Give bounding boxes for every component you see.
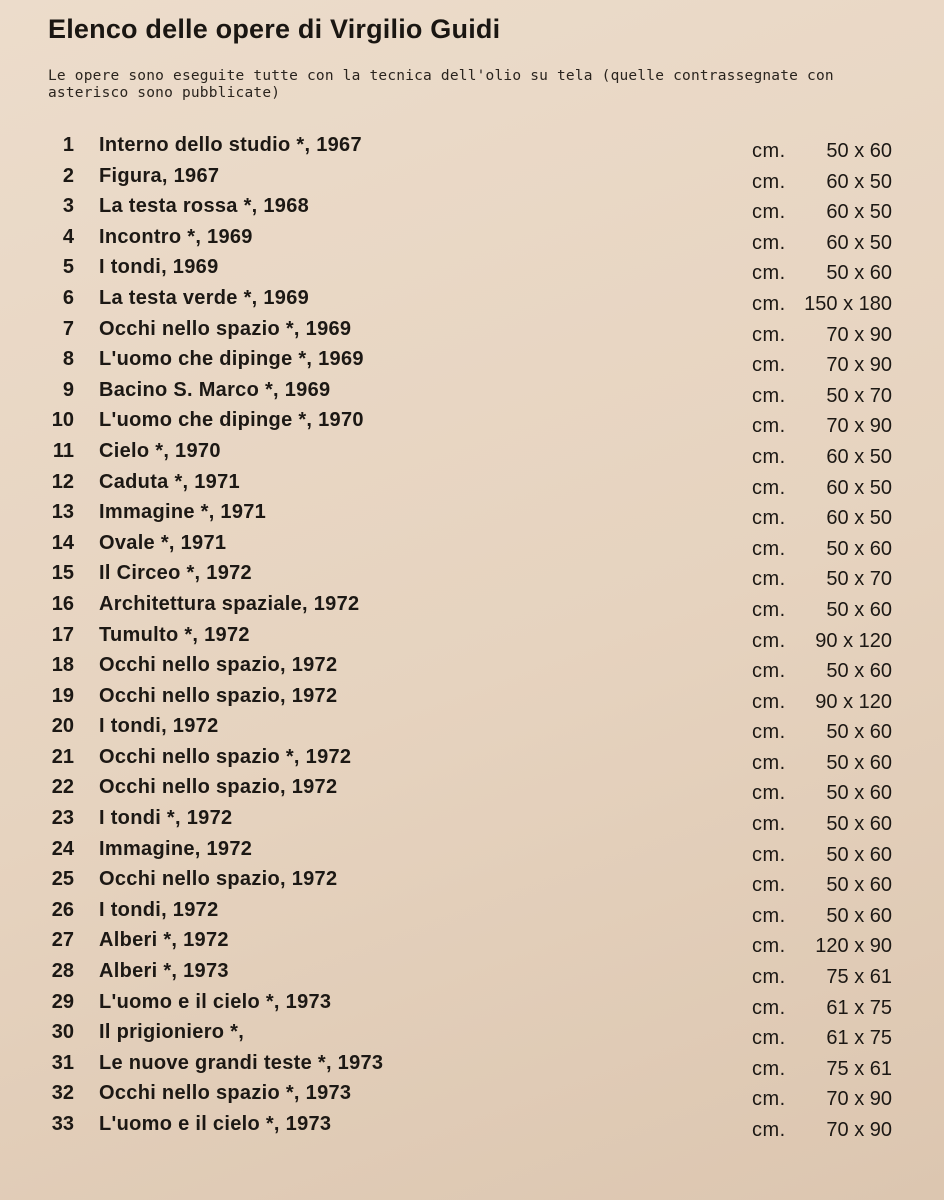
work-title: Il Circeo *, 1972 — [99, 562, 252, 585]
work-number: 31 — [51, 1051, 74, 1074]
work-number: 10 — [51, 409, 74, 432]
work-dimensions: 50 x 60 — [826, 721, 892, 744]
work-title: Interno dello studio *, 1967 — [99, 134, 362, 156]
work-unit: cm. — [752, 201, 786, 224]
list-item — [0, 467, 944, 498]
list-item — [0, 222, 944, 253]
work-dimensions: 50 x 60 — [826, 874, 892, 897]
work-number: 21 — [51, 745, 74, 768]
work-dimensions: 60 x 50 — [826, 231, 892, 254]
work-number: 25 — [51, 868, 74, 891]
list-item — [0, 1078, 944, 1109]
list-item — [0, 252, 944, 283]
work-dimensions: 50 x 60 — [826, 813, 892, 836]
work-dimensions: 90 x 120 — [815, 690, 892, 713]
work-dimensions: 70 x 90 — [826, 1119, 892, 1141]
work-number: 23 — [51, 807, 74, 830]
work-unit: cm. — [752, 445, 786, 468]
work-unit: cm. — [752, 690, 786, 713]
work-dimensions: 60 x 50 — [826, 170, 892, 193]
work-unit: cm. — [752, 507, 786, 530]
list-item — [0, 436, 944, 467]
work-number: 8 — [62, 348, 74, 371]
work-title: Il prigioniero *, — [99, 1021, 245, 1044]
work-number: 9 — [62, 378, 74, 401]
list-item — [0, 742, 944, 773]
work-unit: cm. — [752, 996, 786, 1019]
work-dimensions: 70 x 90 — [826, 323, 892, 346]
work-title: La testa rossa *, 1968 — [99, 195, 310, 218]
work-title: Occhi nello spazio *, 1969 — [99, 317, 352, 340]
work-dimensions: 50 x 60 — [826, 660, 892, 683]
work-unit: cm. — [752, 1088, 786, 1111]
work-unit: cm. — [752, 598, 786, 621]
list-item — [0, 375, 944, 406]
work-unit: cm. — [752, 813, 786, 836]
work-title: La testa verde *, 1969 — [99, 286, 310, 309]
list-item — [0, 283, 944, 314]
work-title: Le nuove grandi teste *, 1973 — [99, 1051, 384, 1074]
work-dimensions: 60 x 50 — [826, 476, 892, 499]
work-dimensions: 50 x 60 — [826, 140, 892, 162]
work-number: 2 — [62, 164, 74, 187]
work-title: Caduta *, 1971 — [99, 470, 240, 493]
work-unit: cm. — [752, 1119, 786, 1141]
work-number: 12 — [51, 470, 74, 493]
list-item — [0, 314, 944, 345]
work-number: 13 — [51, 501, 74, 524]
work-number: 22 — [51, 776, 74, 799]
work-unit: cm. — [752, 966, 786, 989]
list-item — [0, 558, 944, 589]
page-subtitle: Le opere sono eseguite tutte con la tecnica dell'olio su tela (quelle contrassegnate con asterisco sono pubblicate) — [48, 68, 834, 101]
list-item — [0, 1048, 944, 1079]
work-dimensions: 150 x 180 — [804, 292, 892, 315]
work-unit: cm. — [752, 660, 786, 683]
list-item — [0, 925, 944, 956]
work-dimensions: 61 x 75 — [826, 1027, 892, 1050]
work-unit: cm. — [752, 751, 786, 774]
work-title: I tondi, 1972 — [99, 898, 219, 921]
work-title: Occhi nello spazio *, 1973 — [99, 1082, 352, 1105]
work-dimensions: 50 x 70 — [826, 568, 892, 591]
work-number: 6 — [62, 286, 74, 309]
page-title: Elenco delle opere di Virgilio Guidi — [48, 14, 501, 44]
work-dimensions: 75 x 61 — [826, 1057, 892, 1080]
work-number: 28 — [51, 960, 74, 983]
work-title: Occhi nello spazio, 1972 — [99, 654, 338, 677]
work-unit: cm. — [752, 1027, 786, 1050]
work-title: Figura, 1967 — [99, 164, 220, 187]
list-item — [0, 497, 944, 528]
work-title: I tondi, 1969 — [99, 256, 219, 279]
work-unit: cm. — [752, 874, 786, 897]
work-dimensions: 50 x 60 — [826, 537, 892, 560]
work-dimensions: 70 x 90 — [826, 354, 892, 377]
list-item — [0, 191, 944, 222]
work-number: 32 — [51, 1082, 74, 1105]
work-number: 17 — [51, 623, 74, 646]
work-dimensions: 120 x 90 — [815, 935, 892, 958]
list-item — [0, 589, 944, 620]
work-title: L'uomo e il cielo *, 1973 — [99, 1113, 332, 1135]
work-unit: cm. — [752, 629, 786, 652]
work-dimensions: 50 x 60 — [826, 843, 892, 866]
list-item — [0, 1109, 944, 1140]
work-dimensions: 50 x 60 — [826, 782, 892, 805]
work-unit: cm. — [752, 354, 786, 377]
work-unit: cm. — [752, 537, 786, 560]
work-number: 19 — [51, 684, 74, 707]
work-dimensions: 50 x 60 — [826, 904, 892, 927]
work-title: Bacino S. Marco *, 1969 — [99, 378, 331, 401]
list-item — [0, 681, 944, 712]
work-dimensions: 61 x 75 — [826, 996, 892, 1019]
work-unit: cm. — [752, 721, 786, 744]
list-item — [0, 895, 944, 926]
work-unit: cm. — [752, 292, 786, 315]
work-unit: cm. — [752, 1057, 786, 1080]
list-item — [0, 834, 944, 865]
work-number: 7 — [62, 317, 74, 340]
work-unit: cm. — [752, 415, 786, 438]
list-item — [0, 864, 944, 895]
work-number: 16 — [51, 592, 74, 615]
work-dimensions: 70 x 90 — [826, 415, 892, 438]
work-title: L'uomo e il cielo *, 1973 — [99, 990, 332, 1013]
work-unit: cm. — [752, 904, 786, 927]
work-dimensions: 50 x 60 — [826, 598, 892, 621]
list-item — [0, 650, 944, 681]
work-dimensions: 50 x 60 — [826, 262, 892, 285]
work-unit: cm. — [752, 323, 786, 346]
work-title: I tondi, 1972 — [99, 715, 219, 738]
work-unit: cm. — [752, 231, 786, 254]
work-title: Occhi nello spazio *, 1972 — [99, 745, 352, 768]
work-title: Immagine, 1972 — [99, 837, 253, 860]
work-title: Occhi nello spazio, 1972 — [99, 868, 338, 891]
work-unit: cm. — [752, 568, 786, 591]
work-dimensions: 50 x 60 — [826, 751, 892, 774]
work-number: 11 — [52, 439, 74, 462]
work-number: 14 — [51, 531, 74, 554]
work-title: Incontro *, 1969 — [99, 225, 253, 248]
list-item — [0, 528, 944, 559]
work-title: Ovale *, 1971 — [99, 531, 227, 554]
list-item — [0, 987, 944, 1018]
list-item — [0, 405, 944, 436]
work-title: Occhi nello spazio, 1972 — [99, 684, 338, 707]
work-dimensions: 60 x 50 — [826, 445, 892, 468]
work-number: 1 — [62, 134, 74, 156]
list-item — [0, 344, 944, 375]
work-title: Immagine *, 1971 — [99, 501, 267, 524]
list-item — [0, 956, 944, 987]
work-title: L'uomo che dipinge *, 1970 — [99, 409, 364, 432]
work-dimensions: 50 x 70 — [826, 384, 892, 407]
work-unit: cm. — [752, 384, 786, 407]
list-item — [0, 772, 944, 803]
work-number: 29 — [51, 990, 74, 1013]
list-item — [0, 1017, 944, 1048]
work-number: 26 — [51, 898, 74, 921]
list-item — [0, 620, 944, 651]
work-title: Alberi *, 1973 — [99, 960, 229, 983]
work-number: 20 — [51, 715, 74, 738]
work-unit: cm. — [752, 170, 786, 193]
work-unit: cm. — [752, 476, 786, 499]
work-title: Alberi *, 1972 — [99, 929, 229, 952]
work-number: 5 — [62, 256, 74, 279]
work-number: 33 — [51, 1113, 74, 1135]
work-title: Tumulto *, 1972 — [99, 623, 250, 646]
work-dimensions: 75 x 61 — [826, 966, 892, 989]
list-item — [0, 130, 944, 161]
work-number: 27 — [51, 929, 74, 952]
work-unit: cm. — [752, 262, 786, 285]
work-unit: cm. — [752, 782, 786, 805]
work-dimensions: 70 x 90 — [826, 1088, 892, 1111]
work-dimensions: 60 x 50 — [826, 507, 892, 530]
work-number: 15 — [51, 562, 74, 585]
work-dimensions: 60 x 50 — [826, 201, 892, 224]
work-number: 18 — [51, 654, 74, 677]
work-title: Occhi nello spazio, 1972 — [99, 776, 338, 799]
work-unit: cm. — [752, 935, 786, 958]
work-number: 3 — [62, 195, 74, 218]
work-unit: cm. — [752, 140, 786, 162]
list-item — [0, 803, 944, 834]
work-number: 24 — [51, 837, 74, 860]
work-title: Cielo *, 1970 — [99, 439, 221, 462]
works-list — [0, 130, 944, 1140]
work-title: I tondi *, 1972 — [99, 807, 233, 830]
work-unit: cm. — [752, 843, 786, 866]
work-number: 30 — [51, 1021, 74, 1044]
list-item — [0, 711, 944, 742]
list-item — [0, 161, 944, 192]
work-title: Architettura spaziale, 1972 — [99, 592, 360, 615]
work-title: L'uomo che dipinge *, 1969 — [99, 348, 364, 371]
work-dimensions: 90 x 120 — [815, 629, 892, 652]
work-number: 4 — [62, 225, 74, 248]
